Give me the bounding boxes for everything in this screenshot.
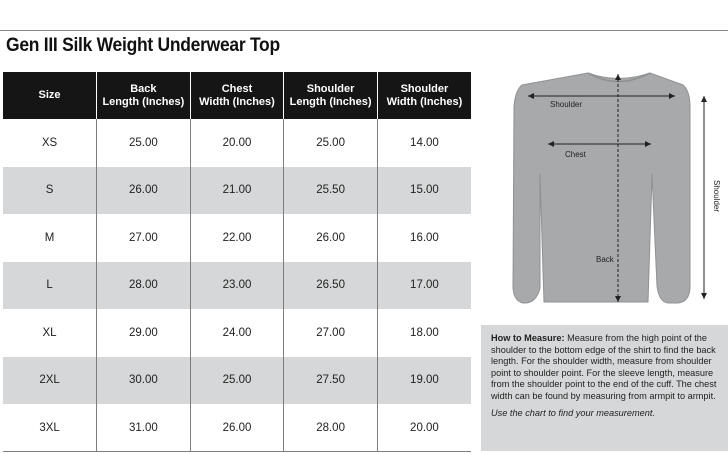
column-header-line1: Shoulder: [400, 82, 449, 95]
size-cell: L: [3, 262, 97, 310]
measurement-cell: 24.00: [190, 309, 284, 357]
measurement-cell: 25.00: [284, 119, 378, 167]
table-row: [3, 357, 471, 405]
size-cell: 3XL: [3, 404, 97, 452]
measurement-cell: 22.00: [190, 214, 284, 262]
measurement-cell: 27.50: [284, 357, 378, 405]
measurement-cell: 26.00: [97, 167, 191, 215]
size-cell: 2XL: [3, 357, 97, 405]
back-label: Back: [596, 255, 614, 264]
measurement-cell: 17.00: [377, 262, 471, 310]
shirt-shape: [513, 73, 690, 303]
table-row: [3, 309, 471, 357]
column-header-line1: Back: [130, 82, 157, 95]
size-cell: XL: [3, 309, 97, 357]
shirt-illustration: [478, 62, 728, 322]
measurement-cell: 15.00: [377, 167, 471, 215]
shirt-measurement-diagram: [478, 62, 728, 322]
measurement-cell: 14.00: [377, 119, 471, 167]
column-header: [3, 72, 97, 119]
sleeve-label: Shoulder: [712, 180, 721, 213]
how-to-body: Measure from the high point of the shoulder to the bottom edge of the shirt to find the back length. For the shoulder width, measure from shoulder point to shoulder point. For the sleeve length, measure from the shoulder point to the end of the cuff. The chest width can be found by measuring from armpit to armpit.: [491, 333, 717, 401]
how-to-heading: How to Measure:: [491, 333, 565, 343]
column-header-line2: Width (Inches): [386, 95, 463, 108]
measurement-cell: 27.00: [284, 309, 378, 357]
table-body: [3, 119, 471, 452]
page-title: Gen III Silk Weight Underwear Top: [6, 35, 280, 56]
measurement-cell: 25.00: [190, 357, 284, 405]
table-row: [3, 214, 471, 262]
measurement-cell: 23.00: [190, 262, 284, 310]
column-header-line1: Shoulder: [306, 82, 355, 95]
table-row: [3, 262, 471, 310]
measurement-cell: 25.00: [97, 119, 191, 167]
measurement-cell: 26.00: [190, 404, 284, 452]
measurement-cell: 27.00: [97, 214, 191, 262]
column-header: [97, 72, 191, 119]
column-header: [190, 72, 284, 119]
column-header-line1: Size: [38, 89, 61, 101]
size-cell: S: [3, 167, 97, 215]
column-header: [377, 72, 471, 119]
table-header-row: [3, 72, 471, 119]
measurement-cell: 21.00: [190, 167, 284, 215]
table-row: [3, 167, 471, 215]
column-header-line2: Width (Inches): [199, 95, 275, 108]
how-to-text: [491, 333, 718, 403]
shoulder-label: Shoulder: [550, 100, 583, 109]
measurement-cell: 19.00: [377, 357, 471, 405]
size-cell: XS: [3, 119, 97, 167]
column-header: [284, 72, 378, 119]
measurement-cell: 26.00: [284, 214, 378, 262]
how-to-measure-box: [481, 325, 728, 451]
column-header-line1: Chest: [221, 82, 253, 95]
how-to-note: Use the chart to find your measurement.: [491, 407, 655, 418]
column-header-line2: Length (Inches): [289, 95, 372, 108]
top-rule: [0, 30, 728, 31]
size-cell: M: [3, 214, 97, 262]
column-header-line2: Length (Inches): [102, 95, 185, 108]
chest-label: Chest: [565, 150, 586, 159]
measurement-cell: 20.00: [377, 404, 471, 452]
measurement-cell: 29.00: [97, 309, 191, 357]
table-row: [3, 404, 471, 452]
table-row: [3, 119, 471, 167]
size-chart-table: [3, 72, 471, 452]
measurement-cell: 28.00: [284, 404, 378, 452]
measurement-cell: 26.50: [284, 262, 378, 310]
measurement-cell: 16.00: [377, 214, 471, 262]
measurement-cell: 30.00: [97, 357, 191, 405]
measurement-cell: 25.50: [284, 167, 378, 215]
measurement-cell: 28.00: [97, 262, 191, 310]
measurement-cell: 20.00: [190, 119, 284, 167]
measurement-cell: 31.00: [97, 404, 191, 452]
measurement-cell: 18.00: [377, 309, 471, 357]
